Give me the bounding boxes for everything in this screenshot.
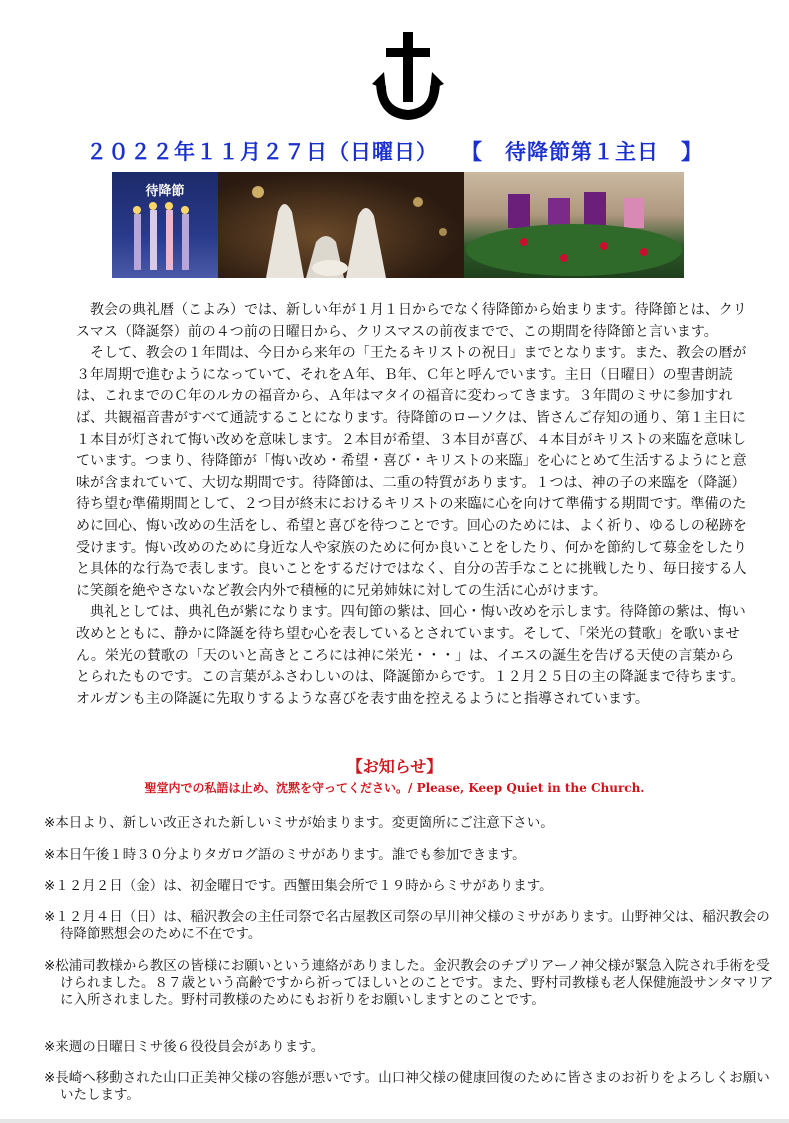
nativity-image [218, 172, 464, 278]
paragraph: 典礼としては、典礼色が紫になります。四旬節の紫は、回心・悔い改めを示します。待降節の紫は、悔い改めとともに、静かに降誕を待ち望む心を表しているとされています。そして、「栄光の賛歌」を歌いません。栄光の賛歌の「天のいと高きところには神に栄光・・・」は、イエスの誕生を告げる天使の言葉からとられたものです。この言葉がふさわしいのは、降誕節からです。１２月２５日の主の降誕まで待ちます。オルガンも主の降誕に先取りするような喜びを表す曲を控えるようにと指導されています。 [76, 604, 746, 707]
page-bottom-edge [0, 1119, 789, 1123]
image-label: 待降節 [145, 184, 185, 199]
nativity-graphic [218, 172, 464, 278]
advent-images [112, 172, 684, 278]
wreath-graphic [464, 172, 684, 278]
notice-item: ※本日より、新しい改正された新しいミサが始まります。変更箇所にご注意下さい。 [44, 815, 554, 831]
anchor-icon [372, 28, 444, 124]
notice-item: ※長崎へ移動された山口正美神父様の容態が悪いです。山口神父様の健康回復のために皆さまのお祈りをよろしくお願いいたします。 [44, 1070, 770, 1103]
advent-candles-image [112, 172, 218, 278]
notice-item: ※１２月２日（金）は、初金曜日です。西蟹田集会所で１９時からミサがあります。 [44, 878, 553, 894]
page-title: ２０２２年１１月２７日（日曜日） 【 待降節第１主日 】 [86, 140, 703, 164]
notice-item: ※本日午後１時３０分よりタガログ語のミサがあります。誰でも参加できます。 [44, 847, 526, 863]
notice-heading: 【お知らせ】 [346, 757, 443, 776]
advent-wreath-image [464, 172, 684, 278]
paragraph: 教会の典礼暦（こよみ）では、新しい年が１月１日からでなく待降節から始まります。待降節とは、クリスマス（降誕祭）前の４つ前の日曜日から、クリスマスの前夜までで、この期間を待降節と言います。 [76, 302, 747, 340]
notice-item: ※来週の日曜日ミサ後６役役員会があります。 [44, 1039, 325, 1055]
notice-subheading: 聖堂内での私語は止め、沈黙を守ってください。/ Please, Keep Quiet in the Church. [144, 781, 645, 795]
notice-item: ※松浦司教様から教区の皆様にお願いという連絡がありました。金沢教会のチプリアーノ神父様が緊急入院され手術を受けられました。８７歳という高齢ですから祈ってほしいとのことです。また、野村司教様も老人保健施設サンタマリアに入所されました。野村司教様のためにもお祈りをお願いしますとのことです。 [44, 958, 774, 1008]
candles-graphic [112, 172, 218, 278]
main-text [76, 300, 748, 710]
notice-item: ※１２月４日（日）は、稲沢教会の主任司祭で名古屋教区司祭の早川神父様のミサがあります。山野神父は、稲沢教会の待降節黙想会のために不在です。 [44, 909, 770, 942]
paragraph: そして、教会の１年間は、今日から来年の「王たるキリストの祝日」までとなります。また、教会の暦が３年周期で進むようになっていて、それをＡ年、Ｂ年、Ｃ年と呼んでいます。主日（日曜日）の聖書朗読は、これまでのＣ年のルカの福音から、Ａ年はマタイの福音に変わってきます。３年間のミサに参加すれば、共観福音書がすべて通読することになります。待降節のローソクは、皆さんご存知の通り、第１主日に１本目が灯されて悔い改めを意味します。２本目が希望、３本目が喜び、４本目がキリストの来臨を意味しています。つまり、待降節が「悔い改め・希望・喜び・キリストの来臨」を心にとめて生活するようにと意味が含まれていて、大切な期間です。待降節は、二重の特質があります。１つは、神の子の来臨を（降誕）待ち望む準備期間として、２つ目が終末におけるキリストの来臨に心を向けて準備する期間です。準備のために回心、悔い改めの生活をし、希望と喜びを待つことです。回心のためには、よく祈り、ゆるしの秘跡を受けます。悔い改めのために身近な人や家族のために何か良いことをしたり、何かを節約して募金をしたりと具体的な行為で表します。良いことをするだけではなく、自分の苦手なことに挑戦したり、毎日接する人に笑顔を絶やさないなど教会内外で積極的に兄弟姉妹に対しての生活に心がけます。 [76, 345, 747, 599]
